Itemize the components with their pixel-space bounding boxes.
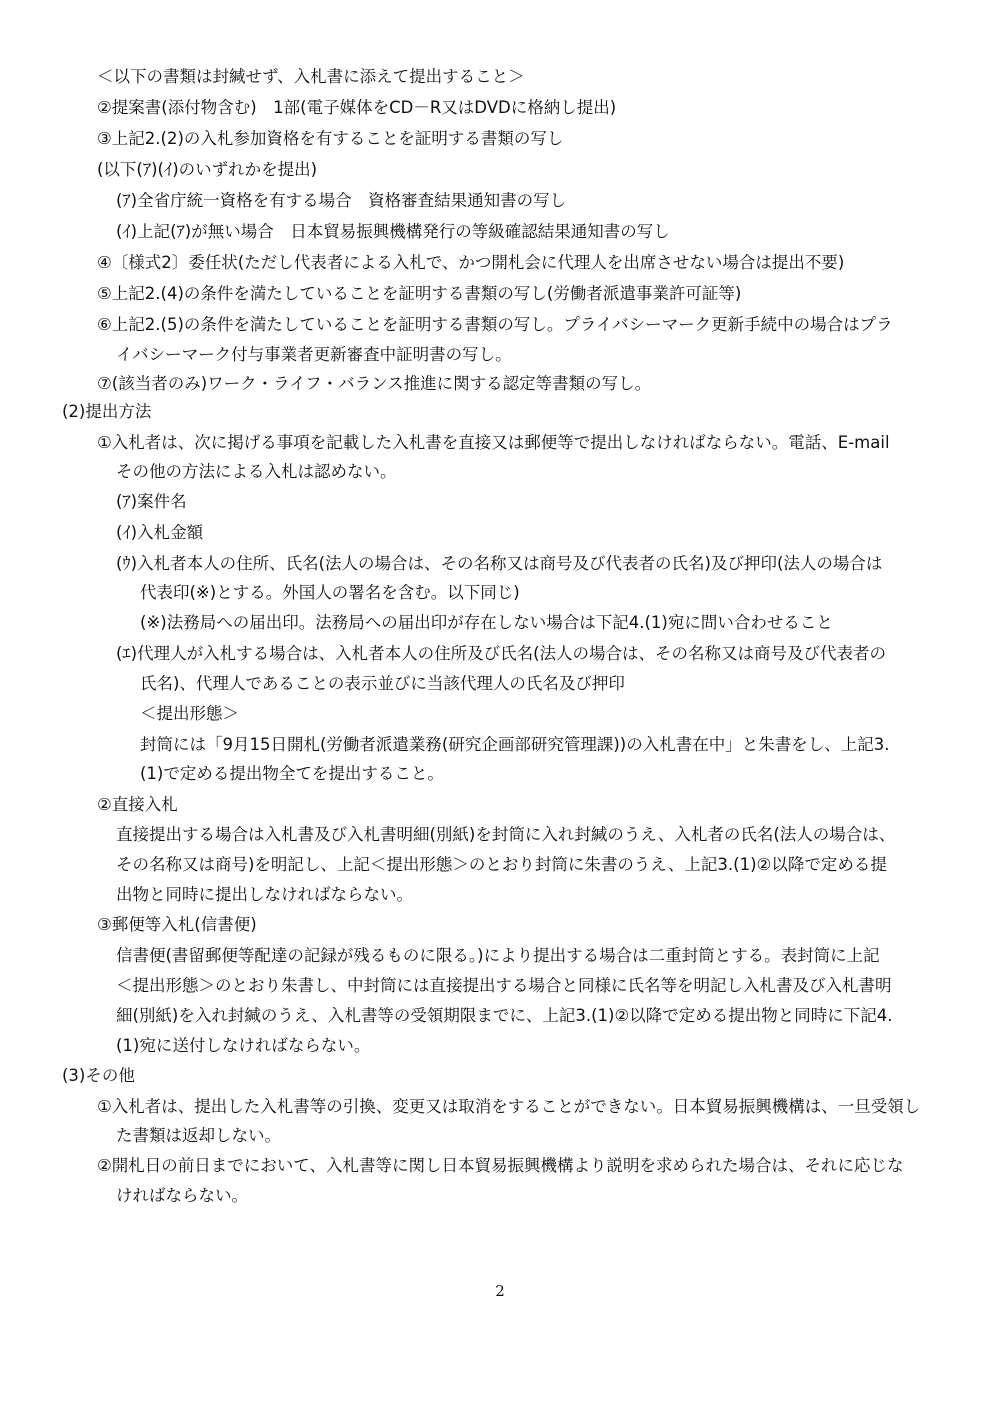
section-heading: (2)提出方法 [62,402,152,421]
text-line: 信書便(書留郵便等配達の記録が残るものに限る。)により提出する場合は二重封筒とする。表封筒に上記 [116,946,880,965]
text-line: ⑥上記2.(5)の条件を満たしていることを証明する書類の写し。プライバシーマーク更新手続中の場合はプラ [97,315,893,334]
text-line: 出物と同時に提出しなければならない。 [116,885,413,904]
text-line: 氏名)、代理人であることの表示並びに当該代理人の氏名及び押印 [140,674,625,693]
text-line: (ｱ)全省庁統一資格を有する場合 資格審査結果通知書の写し [116,191,567,210]
text-line: ＜提出形態＞ [140,704,239,723]
text-line: その他の方法による入札は認めない。 [116,462,397,481]
text-line: (以下(ｱ)(ｲ)のいずれかを提出) [97,160,318,179]
text-line: 代表印(※)とする。外国人の署名を含む。以下同じ) [140,583,520,602]
text-line: ②開札日の前日までにおいて、入札書等に関し日本貿易振興機構より説明を求められた場合は、それに応じな [97,1156,904,1175]
text-line: ④〔様式2〕委任状(ただし代表者による入札で、かつ開札会に代理人を出席させない場合は提出不要) [97,253,845,272]
text-line: (ｱ)案件名 [116,492,187,511]
text-line: 封筒には「9月15日開札(労働者派遣業務(研究企画部研究管理課))の入札書在中」と朱書をし、上記3. [140,735,890,754]
text-line: ①入札者は、提出した入札書等の引換、変更又は取消をすることができない。日本貿易振興機構は、一旦受領し [97,1097,921,1116]
text-line: (1)宛に送付しなければならない。 [116,1036,371,1055]
text-line: ＜以下の書類は封緘せず、入札書に添えて提出すること＞ [97,67,525,86]
text-line: ③郵便等入札(信書便) [97,915,257,934]
text-line: (ｴ)代理人が入札する場合は、入札者本人の住所及び氏名(法人の場合は、その名称又は商号及び代表者の [116,644,887,663]
text-line: (※)法務局への届出印。法務局への届出印が存在しない場合は下記4.(1)宛に問い合わせること [140,613,833,632]
text-line: ければならない。 [116,1186,248,1205]
text-line: ②直接入札 [97,795,178,814]
text-line: (ｳ)入札者本人の住所、氏名(法人の場合は、その名称又は商号及び代表者の氏名)及び押印(法人の場合は [116,554,883,573]
text-line: 細(別紙)を入れ封緘のうえ、入札書等の受領期限までに、上記3.(1)②以降で定める提出物と同時に下記4. [116,1006,893,1025]
text-line: ⑤上記2.(4)の条件を満たしていることを証明する書類の写し(労働者派遣事業許可証等) [97,284,742,303]
text-line: た書類は返却しない。 [116,1126,281,1145]
text-line: ③上記2.(2)の入札参加資格を有することを証明する書類の写し [97,129,564,148]
text-line: 直接提出する場合は入札書及び入札書明細(別紙)を封筒に入れ封緘のうえ、入札者の氏名(法人の場合は、 [116,825,896,844]
page-number: 2 [495,1282,505,1300]
section-heading: (3)その他 [62,1066,135,1085]
text-line: その名称又は商号)を明記し、上記＜提出形態＞のとおり封筒に朱書のうえ、上記3.(1)②以降で定める提 [116,855,887,874]
text-line: ②提案書(添付物含む) 1部(電子媒体をCD－R又はDVDに格納し提出) [97,98,617,117]
text-line: ＜提出形態＞のとおり朱書し、中封筒には直接提出する場合と同様に氏名等を明記し入札書及び入札書明 [116,976,892,995]
text-line: ⑦(該当者のみ)ワーク・ライフ・バランス推進に関する認定等書類の写し。 [97,374,652,393]
text-line: イバシーマーク付与事業者更新審査中証明書の写し。 [116,345,512,364]
text-line: (ｲ)入札金額 [116,523,204,542]
text-line: (1)で定める提出物全てを提出すること。 [140,764,444,783]
text-line: (ｲ)上記(ｱ)が無い場合 日本貿易振興機構発行の等級確認結果通知書の写し [116,222,670,241]
text-line: ①入札者は、次に掲げる事項を記載した入札書を直接又は郵便等で提出しなければならない。電話、E-mail [97,433,890,452]
